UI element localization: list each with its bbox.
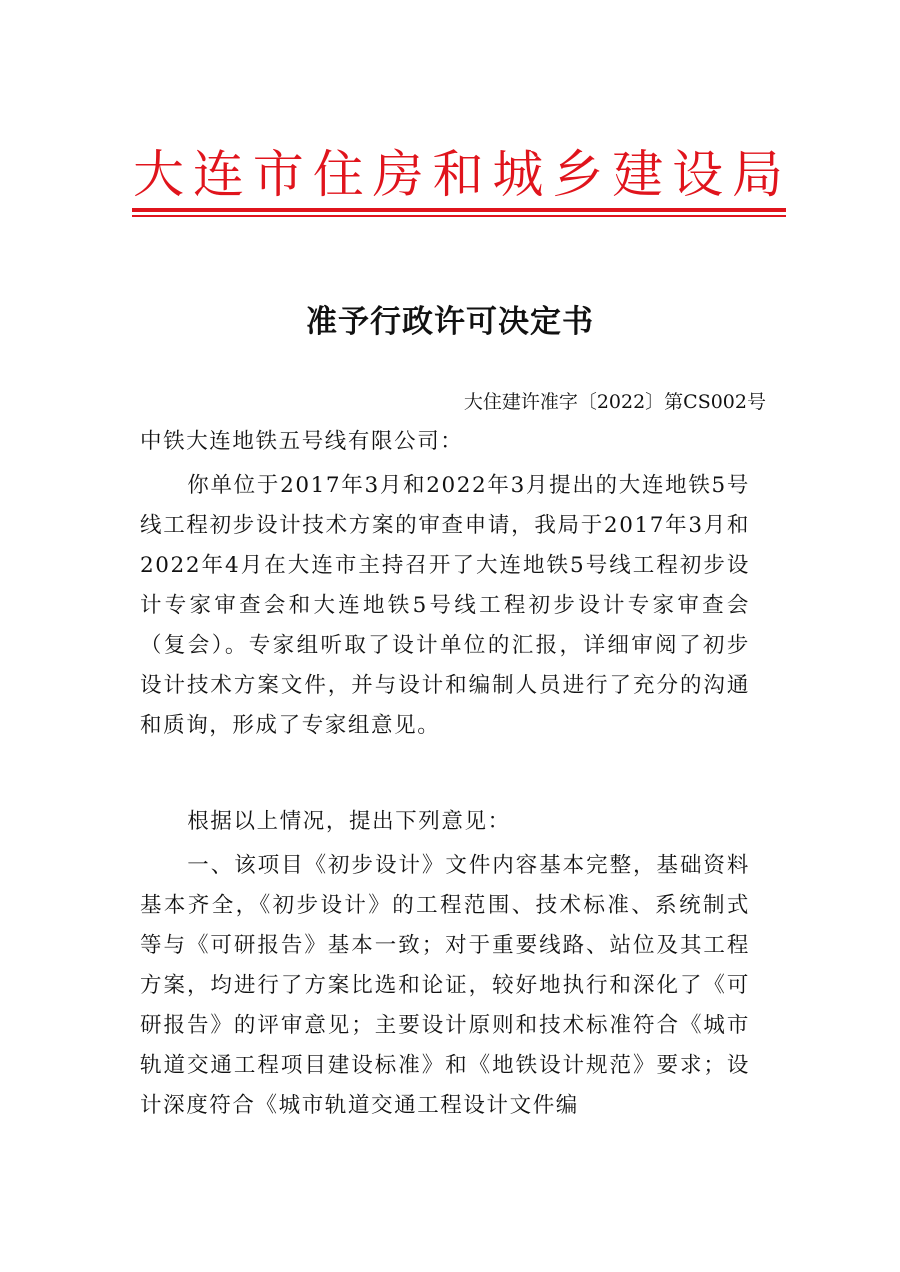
paragraph-1	[140, 466, 750, 746]
paragraph-text: 一、该项目《初步设计》文件内容基本完整，基础资料基本齐全，《初步设计》的工程范围、技术标准、系统制式等与《可研报告》基本一致；对于重要线路、站位及其工程方案，均进行了方案比选和论证，较好地执行和深化了《可研报告》的评审意见；主要设计原则和技术标准符合《城市轨道交通工程项目建设标准》和《地铁设计规范》要求；设计深度符合《城市轨道交通工程设计文件编	[140, 853, 750, 1118]
addressee: 中铁大连地铁五号线有限公司：	[140, 429, 464, 454]
paragraph-text: 根据以上情况，提出下列意见：	[187, 809, 511, 834]
paragraph-3	[140, 846, 750, 1126]
header-red-rule-thin	[132, 215, 786, 217]
document-number: 大住建许准字〔2022〕第CS002号	[463, 391, 766, 413]
document-title: 准予行政许可决定书	[306, 304, 594, 340]
header-red-rule-thick	[132, 208, 786, 212]
agency-header: 大连市住房和城乡建设局	[133, 146, 785, 205]
paragraph-text: 你单位于2017年3月和2022年3月提出的大连地铁5号线工程初步设计技术方案的审查申请，我局于2017年3月和2022年4月在大连市主持召开了大连地铁5号线工程初步设计专家审查会和大连地铁5号线工程初步设计专家审查会（复会）。专家组听取了设计单位的汇报，详细审阅了初步设计技术方案文件，并与设计和编制人员进行了充分的沟通和质询，形成了专家组意见。	[140, 473, 750, 738]
paragraph-2	[140, 802, 750, 842]
